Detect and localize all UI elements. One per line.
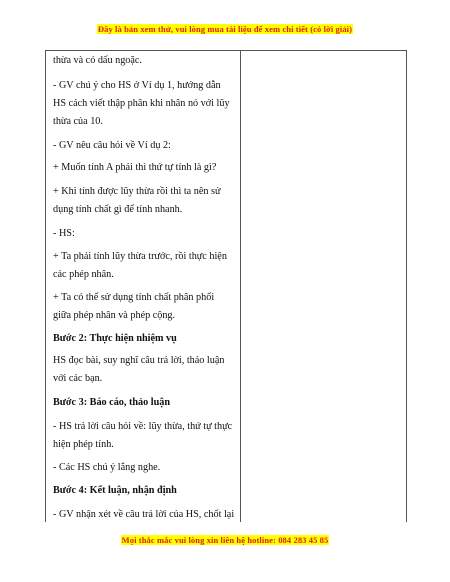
content-paragraph: HS đọc bài, suy nghĩ câu trả lời, thảo luận với các bạn. — [53, 355, 225, 384]
content-paragraph: + Muốn tính A phải thì thứ tự tính là gì? — [53, 162, 217, 173]
content-paragraph: + Khi tính được lũy thừa rồi thì ta nên sử dụng tính chất gì để tính nhanh. — [53, 186, 221, 215]
preview-notice-banner — [0, 24, 450, 34]
content-paragraph: - GV chú ý cho HS ở Ví dụ 1, hướng dẫn HS cách viết thập phân khi nhân nó với lũy thừa của 10. — [53, 80, 230, 127]
lesson-table — [45, 50, 407, 522]
hotline-text: Mọi thắc mắc vui lòng xin liên hệ hotline: 084 283 45 85 — [121, 535, 329, 545]
step-heading: Bước 4: Kết luận, nhận định — [53, 485, 177, 496]
content-paragraph: - GV nêu câu hỏi về Ví dụ 2: — [53, 140, 171, 151]
content-paragraph: - HS trả lời câu hỏi về: lũy thừa, thứ tự thực hiện phép tính. — [53, 421, 233, 450]
content-paragraph: + Ta có thể sử dụng tính chất phân phối giữa phép nhân và phép cộng. — [53, 292, 215, 321]
content-paragraph: - Các HS chú ý lắng nghe. — [53, 462, 161, 473]
step-heading: Bước 2: Thực hiện nhiệm vụ — [53, 333, 177, 344]
content-line: thừa và có dấu ngoặc. — [53, 55, 142, 66]
step-heading: Bước 3: Báo cáo, thảo luận — [53, 397, 171, 408]
preview-notice-text: Đây là bản xem thử, vui lòng mua tài liệu để xem chi tiết (có lời giải) — [97, 24, 353, 34]
content-paragraph: + Ta phải tính lũy thừa trước, rồi thực hiện các phép nhân. — [53, 251, 227, 280]
content-paragraph: - HS: — [53, 228, 75, 239]
column-divider — [240, 51, 241, 522]
hotline-banner — [0, 535, 450, 545]
content-paragraph: - GV nhận xét về câu trả lời của HS, chốt lại — [53, 509, 235, 520]
